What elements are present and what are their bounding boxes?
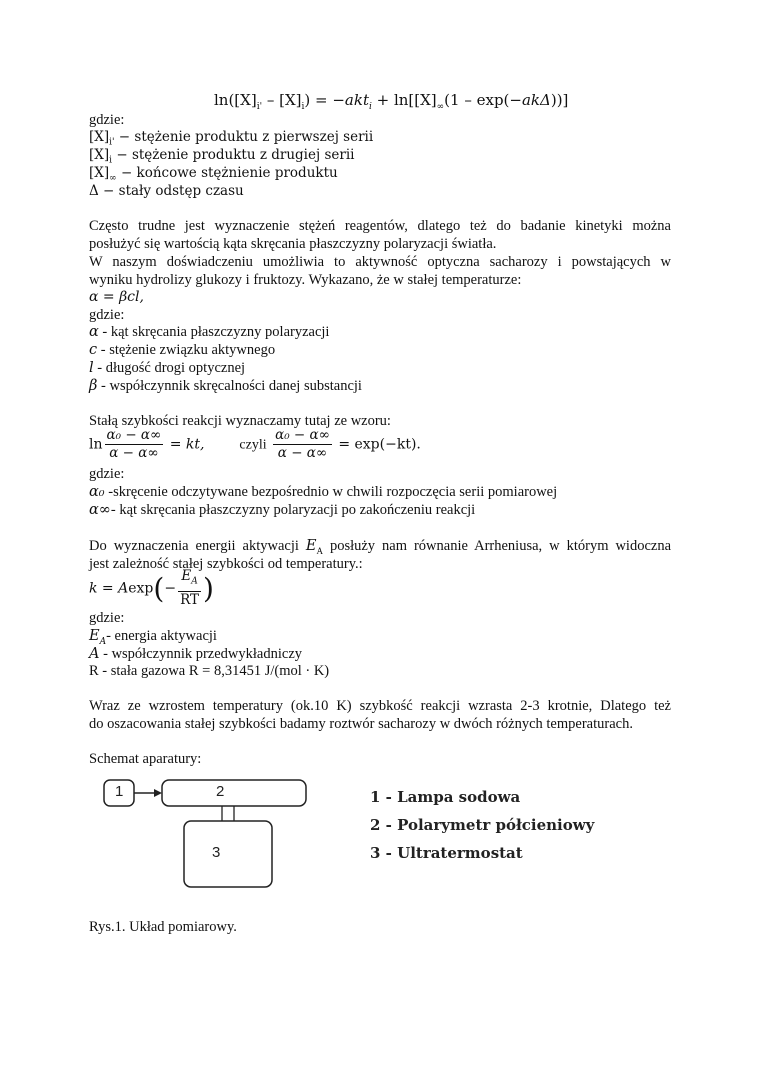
formula-arrhenius: k = Aexp(− $\frac{E_A}{RT}$ ) <box>89 568 214 608</box>
def-item: $[X]_\infty$ − końcowe stężnienie produktu <box>89 165 338 184</box>
def-item: $[X]_{i'}$ − stężenie produktu z pierwszej serii <box>89 129 374 148</box>
fraction: $\frac{\text{α₀ − α∞}}{\alpha - \alpha\infty}$ <box>275 427 330 461</box>
arrow-head <box>154 789 162 797</box>
def-item: $E_A-$ energia aktywacji <box>89 628 217 647</box>
box-2-label: 2 <box>216 783 225 800</box>
def-item: α₀ -skręcenie odczytywane bezpośrednio w chwili rozpoczęcia serii pomiarowej <box>89 484 558 500</box>
def-item: l - długość drogi optycznej <box>89 360 246 376</box>
box-3-label: 3 <box>212 844 221 861</box>
legend-item: 1 - Lampa sodowa <box>370 788 521 806</box>
def-item: β - współczynnik skręcalności danej substancji <box>89 378 362 394</box>
paragraph-line: wyniku hydrolizy glukozy i fruktozy. Wykazano, że w stałej temperaturze: <box>89 272 522 288</box>
def-item: $[X]_i$ − stężenie produktu z drugiej serii <box>89 147 355 166</box>
paragraph-line: do oszacowania stałej szybkości badamy roztwór sacharozy w dwóch różnych temperaturach. <box>89 716 633 732</box>
schemat-label: Schemat aparatury: <box>89 751 202 767</box>
box-3-thermostat <box>184 821 272 887</box>
paragraph-line: Do wyznaczenia energii aktywacji $E_A$ posłuży nam równanie Arrheniusa, w którym widoczna <box>89 538 672 556</box>
gdzie-label: gdzie: <box>89 466 125 482</box>
def-item: α∞- kąt skręcania płaszczyzny polaryzacji po zakończeniu reakcji <box>89 502 476 518</box>
box-2-polarimeter <box>162 780 306 806</box>
def-item: R - stała gazowa R = 8,31451 J/(mol · K) <box>89 663 330 679</box>
equation-alpha: α = βcl, <box>89 289 144 305</box>
formula-differential: $\ln([X]_{i'} - [X]_i) = -akt_i + \ln[[X]_\infty(1 - \exp(-ak\Delta))]$ <box>214 91 569 112</box>
legend-item: 3 - Ultratermostat <box>370 844 523 862</box>
def-item: α - kąt skręcania płaszczyzny polaryzacji <box>89 324 330 340</box>
paragraph-line: Wraz ze wzrostem temperatury (ok.10 K) szybkość reakcji wzrasta 2-3 krotnie, Dlatego też <box>89 698 671 714</box>
formula-rate-constant: ln $\frac{\text{α₀ − α∞}}{\alpha - \alpha\infty}$ = kt, czyli $\frac{\text{α₀ − α∞}}{\alpha - \alpha\infty}$ = exp(−kt). <box>89 427 421 461</box>
fraction: $\frac{E_A}{RT}$ <box>180 568 199 608</box>
def-item: c - stężenie związku aktywnego <box>89 342 276 358</box>
paragraph-line: jest zależność stałej szybkości od temperatury.: <box>89 556 363 572</box>
paragraph-line: W naszym doświadczeniu umożliwia to aktywność optyczna sacharozy i powstających w <box>89 254 671 270</box>
gdzie-label: gdzie: <box>89 610 125 626</box>
legend-item: 2 - Polarymetr półcieniowy <box>370 816 595 834</box>
box-1-label: 1 <box>115 783 124 800</box>
paragraph-line: posłużyć się wartością kąta skręcania płaszczyzny polaryzacji światła. <box>89 236 497 252</box>
gdzie-label: gdzie: <box>89 112 125 128</box>
figure-caption: Rys.1. Układ pomiarowy. <box>89 919 237 935</box>
gdzie-label: gdzie: <box>89 307 125 323</box>
def-item: Δ − stały odstęp czasu <box>89 183 244 199</box>
def-item: A - współczynnik przedwykładniczy <box>89 646 303 662</box>
formula-text: ln([X] <box>214 91 257 109</box>
fraction: $\frac{\text{α₀ − α∞}}{\alpha - \alpha\infty}$ <box>106 427 162 461</box>
paragraph-line: Często trudne jest wyznaczenie stężeń reagentów, dlatego też do badanie kinetyki można <box>89 218 671 234</box>
paragraph-line: Stałą szybkości reakcji wyznaczamy tutaj ze wzoru: <box>89 413 391 429</box>
